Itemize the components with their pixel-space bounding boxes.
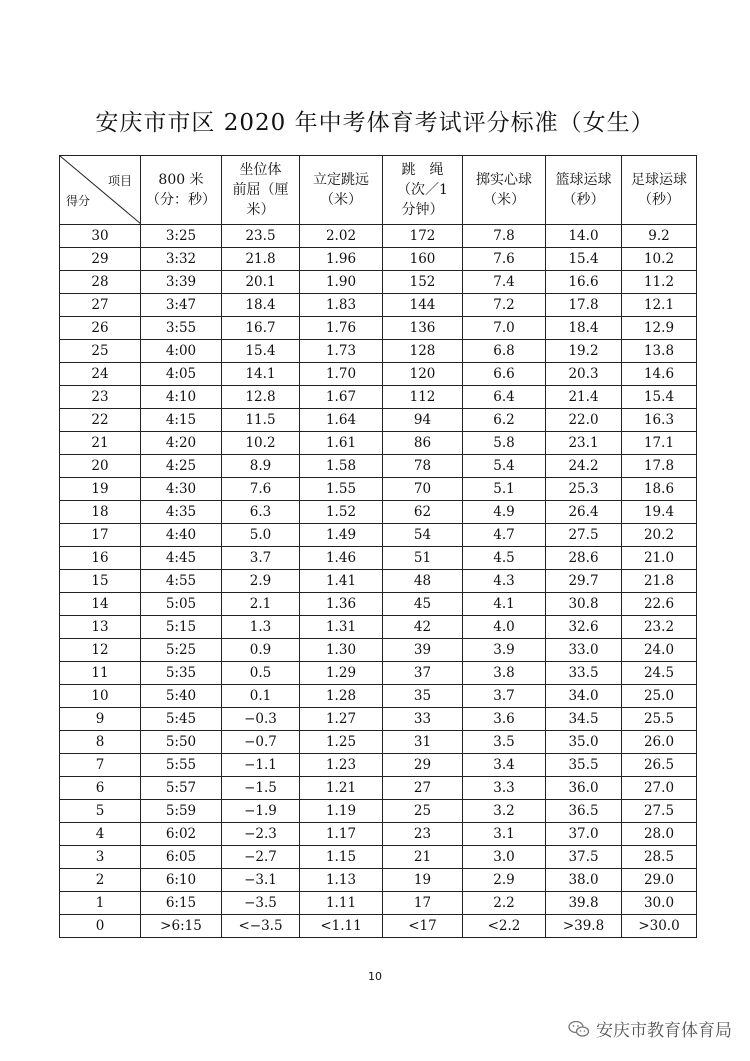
wechat-icon (568, 1020, 590, 1038)
table-header-row (60, 156, 697, 225)
cell-score: 11 (60, 662, 141, 685)
cell-score: 12 (60, 639, 141, 662)
cell-rope-skipping: 48 (383, 570, 463, 593)
cell-football-dribble: 20.2 (622, 524, 697, 547)
table-row (60, 662, 697, 685)
cell-football-dribble: 28.0 (622, 823, 697, 846)
cell-shot-put: 5.4 (463, 455, 546, 478)
cell-sit-reach: 15.4 (222, 340, 300, 363)
scoring-table (59, 155, 697, 938)
table-row (60, 869, 697, 892)
column-header-800m: 800 米 （分：秒） (141, 156, 222, 225)
cell-sit-reach: 10.2 (222, 432, 300, 455)
cell-shot-put: <2.2 (463, 915, 546, 938)
cell-run-800m: 4:45 (141, 547, 222, 570)
cell-run-800m: 5:15 (141, 616, 222, 639)
cell-standing-jump: 1.52 (300, 501, 383, 524)
cell-football-dribble: 12.1 (622, 294, 697, 317)
cell-standing-jump: 1.46 (300, 547, 383, 570)
cell-sit-reach: 8.9 (222, 455, 300, 478)
cell-shot-put: 4.3 (463, 570, 546, 593)
cell-run-800m: 5:50 (141, 731, 222, 754)
cell-standing-jump: 1.96 (300, 248, 383, 271)
cell-rope-skipping: 21 (383, 846, 463, 869)
cell-shot-put: 7.2 (463, 294, 546, 317)
cell-standing-jump: 1.61 (300, 432, 383, 455)
cell-rope-skipping: 45 (383, 593, 463, 616)
cell-score: 9 (60, 708, 141, 731)
table-row (60, 731, 697, 754)
cell-run-800m: 5:35 (141, 662, 222, 685)
cell-standing-jump: 1.83 (300, 294, 383, 317)
table-row (60, 777, 697, 800)
cell-score: 21 (60, 432, 141, 455)
table-row (60, 685, 697, 708)
cell-standing-jump: 1.90 (300, 271, 383, 294)
cell-football-dribble: 27.0 (622, 777, 697, 800)
cell-rope-skipping: 51 (383, 547, 463, 570)
cell-rope-skipping: <17 (383, 915, 463, 938)
cell-standing-jump: 1.64 (300, 409, 383, 432)
cell-run-800m: 5:40 (141, 685, 222, 708)
cell-football-dribble: 18.6 (622, 478, 697, 501)
cell-standing-jump: 1.70 (300, 363, 383, 386)
header-item-label: 项目 (107, 174, 132, 188)
cell-run-800m: 4:55 (141, 570, 222, 593)
cell-shot-put: 5.1 (463, 478, 546, 501)
cell-shot-put: 6.6 (463, 363, 546, 386)
cell-run-800m: 5:59 (141, 800, 222, 823)
cell-basketball-dribble: 35.0 (546, 731, 622, 754)
cell-shot-put: 7.6 (463, 248, 546, 271)
cell-sit-reach: 14.1 (222, 363, 300, 386)
cell-score: 5 (60, 800, 141, 823)
cell-sit-reach: 16.7 (222, 317, 300, 340)
cell-rope-skipping: 42 (383, 616, 463, 639)
cell-sit-reach: −2.3 (222, 823, 300, 846)
cell-score: 13 (60, 616, 141, 639)
cell-shot-put: 7.0 (463, 317, 546, 340)
cell-sit-reach: 18.4 (222, 294, 300, 317)
cell-score: 6 (60, 777, 141, 800)
table-row (60, 800, 697, 823)
cell-standing-jump: 1.73 (300, 340, 383, 363)
table-row (60, 340, 697, 363)
cell-shot-put: 4.7 (463, 524, 546, 547)
cell-rope-skipping: 70 (383, 478, 463, 501)
cell-score: 23 (60, 386, 141, 409)
cell-score: 8 (60, 731, 141, 754)
cell-rope-skipping: 54 (383, 524, 463, 547)
cell-basketball-dribble: 25.3 (546, 478, 622, 501)
cell-football-dribble: >30.0 (622, 915, 697, 938)
cell-standing-jump: 1.19 (300, 800, 383, 823)
cell-score: 17 (60, 524, 141, 547)
cell-score: 25 (60, 340, 141, 363)
column-header-football-dribble: 足球运球 （秒） (622, 156, 697, 225)
cell-shot-put: 7.4 (463, 271, 546, 294)
cell-shot-put: 2.9 (463, 869, 546, 892)
cell-rope-skipping: 86 (383, 432, 463, 455)
cell-rope-skipping: 35 (383, 685, 463, 708)
cell-rope-skipping: 29 (383, 754, 463, 777)
cell-standing-jump: 1.58 (300, 455, 383, 478)
cell-basketball-dribble: 33.0 (546, 639, 622, 662)
cell-sit-reach: 3.7 (222, 547, 300, 570)
cell-sit-reach: 23.5 (222, 225, 300, 248)
cell-shot-put: 3.3 (463, 777, 546, 800)
cell-standing-jump: 1.25 (300, 731, 383, 754)
cell-football-dribble: 26.0 (622, 731, 697, 754)
cell-football-dribble: 12.9 (622, 317, 697, 340)
cell-run-800m: 5:57 (141, 777, 222, 800)
cell-score: 19 (60, 478, 141, 501)
table-row (60, 616, 697, 639)
cell-football-dribble: 27.5 (622, 800, 697, 823)
table-row (60, 570, 697, 593)
cell-football-dribble: 10.2 (622, 248, 697, 271)
cell-basketball-dribble: 29.7 (546, 570, 622, 593)
cell-run-800m: 4:25 (141, 455, 222, 478)
cell-standing-jump: <1.11 (300, 915, 383, 938)
cell-rope-skipping: 136 (383, 317, 463, 340)
cell-sit-reach: −3.1 (222, 869, 300, 892)
cell-football-dribble: 9.2 (622, 225, 697, 248)
cell-sit-reach: 2.1 (222, 593, 300, 616)
table-row (60, 593, 697, 616)
cell-basketball-dribble: 37.5 (546, 846, 622, 869)
cell-basketball-dribble: 27.5 (546, 524, 622, 547)
cell-standing-jump: 1.23 (300, 754, 383, 777)
column-header-sit-reach: 坐位体 前屈（厘 米） (222, 156, 300, 225)
cell-basketball-dribble: 36.0 (546, 777, 622, 800)
cell-run-800m: 3:32 (141, 248, 222, 271)
cell-shot-put: 6.8 (463, 340, 546, 363)
cell-football-dribble: 11.2 (622, 271, 697, 294)
cell-basketball-dribble: 32.6 (546, 616, 622, 639)
cell-basketball-dribble: 15.4 (546, 248, 622, 271)
cell-football-dribble: 17.1 (622, 432, 697, 455)
cell-standing-jump: 1.55 (300, 478, 383, 501)
cell-sit-reach: −1.5 (222, 777, 300, 800)
column-header-rope-skipping: 跳 绳 （次／1 分钟） (383, 156, 463, 225)
cell-sit-reach: 7.6 (222, 478, 300, 501)
cell-shot-put: 3.4 (463, 754, 546, 777)
cell-score: 28 (60, 271, 141, 294)
table-row (60, 754, 697, 777)
cell-basketball-dribble: 33.5 (546, 662, 622, 685)
cell-score: 24 (60, 363, 141, 386)
cell-score: 18 (60, 501, 141, 524)
table-row (60, 363, 697, 386)
cell-shot-put: 4.1 (463, 593, 546, 616)
cell-score: 1 (60, 892, 141, 915)
cell-rope-skipping: 33 (383, 708, 463, 731)
cell-basketball-dribble: 39.8 (546, 892, 622, 915)
cell-basketball-dribble: 21.4 (546, 386, 622, 409)
cell-standing-jump: 1.11 (300, 892, 383, 915)
cell-shot-put: 3.9 (463, 639, 546, 662)
cell-run-800m: 4:00 (141, 340, 222, 363)
cell-run-800m: 3:25 (141, 225, 222, 248)
cell-score: 15 (60, 570, 141, 593)
cell-football-dribble: 30.0 (622, 892, 697, 915)
table-row (60, 478, 697, 501)
cell-standing-jump: 1.67 (300, 386, 383, 409)
cell-sit-reach: 21.8 (222, 248, 300, 271)
cell-standing-jump: 1.49 (300, 524, 383, 547)
cell-score: 20 (60, 455, 141, 478)
cell-football-dribble: 21.8 (622, 570, 697, 593)
cell-rope-skipping: 120 (383, 363, 463, 386)
cell-standing-jump: 1.28 (300, 685, 383, 708)
cell-football-dribble: 26.5 (622, 754, 697, 777)
cell-run-800m: 6:15 (141, 892, 222, 915)
cell-shot-put: 3.1 (463, 823, 546, 846)
cell-standing-jump: 1.76 (300, 317, 383, 340)
cell-rope-skipping: 39 (383, 639, 463, 662)
cell-football-dribble: 24.0 (622, 639, 697, 662)
cell-standing-jump: 1.17 (300, 823, 383, 846)
cell-football-dribble: 13.8 (622, 340, 697, 363)
cell-score: 29 (60, 248, 141, 271)
cell-basketball-dribble: 16.6 (546, 271, 622, 294)
table-row (60, 846, 697, 869)
cell-shot-put: 7.8 (463, 225, 546, 248)
cell-run-800m: 5:25 (141, 639, 222, 662)
cell-rope-skipping: 19 (383, 869, 463, 892)
cell-shot-put: 3.5 (463, 731, 546, 754)
cell-score: 3 (60, 846, 141, 869)
cell-sit-reach: −1.1 (222, 754, 300, 777)
cell-shot-put: 3.7 (463, 685, 546, 708)
cell-run-800m: >6:15 (141, 915, 222, 938)
cell-run-800m: 5:45 (141, 708, 222, 731)
cell-basketball-dribble: 20.3 (546, 363, 622, 386)
column-header-basketball-dribble: 篮球运球 （秒） (546, 156, 622, 225)
cell-run-800m: 5:55 (141, 754, 222, 777)
cell-standing-jump: 1.15 (300, 846, 383, 869)
cell-standing-jump: 1.21 (300, 777, 383, 800)
cell-sit-reach: 6.3 (222, 501, 300, 524)
cell-rope-skipping: 62 (383, 501, 463, 524)
watermark-text: 安庆市教育体育局 (596, 1021, 732, 1041)
cell-sit-reach: −3.5 (222, 892, 300, 915)
cell-rope-skipping: 128 (383, 340, 463, 363)
cell-rope-skipping: 25 (383, 800, 463, 823)
cell-football-dribble: 23.2 (622, 616, 697, 639)
table-row (60, 915, 697, 938)
cell-basketball-dribble: 17.8 (546, 294, 622, 317)
cell-rope-skipping: 37 (383, 662, 463, 685)
table-row (60, 409, 697, 432)
diagonal-header-cell (60, 156, 141, 225)
table-body (60, 225, 697, 938)
cell-sit-reach: 20.1 (222, 271, 300, 294)
header-score-label: 得分 (66, 194, 91, 208)
cell-run-800m: 6:10 (141, 869, 222, 892)
cell-standing-jump: 1.30 (300, 639, 383, 662)
cell-score: 14 (60, 593, 141, 616)
cell-score: 4 (60, 823, 141, 846)
cell-standing-jump: 2.02 (300, 225, 383, 248)
cell-score: 26 (60, 317, 141, 340)
cell-run-800m: 3:39 (141, 271, 222, 294)
cell-shot-put: 2.2 (463, 892, 546, 915)
cell-basketball-dribble: 22.0 (546, 409, 622, 432)
cell-sit-reach: 0.5 (222, 662, 300, 685)
cell-rope-skipping: 23 (383, 823, 463, 846)
cell-sit-reach: 0.1 (222, 685, 300, 708)
cell-basketball-dribble: 14.0 (546, 225, 622, 248)
cell-basketball-dribble: 19.2 (546, 340, 622, 363)
cell-basketball-dribble: 24.2 (546, 455, 622, 478)
cell-shot-put: 4.0 (463, 616, 546, 639)
table-row (60, 248, 697, 271)
cell-score: 10 (60, 685, 141, 708)
table-row (60, 455, 697, 478)
table-row (60, 639, 697, 662)
cell-sit-reach: −0.7 (222, 731, 300, 754)
page-title: 安庆市市区 2020 年中考体育考试评分标准（女生） (95, 110, 655, 136)
diagonal-line (60, 156, 141, 224)
cell-basketball-dribble: 26.4 (546, 501, 622, 524)
cell-run-800m: 4:10 (141, 386, 222, 409)
table-row (60, 294, 697, 317)
cell-football-dribble: 24.5 (622, 662, 697, 685)
cell-run-800m: 4:05 (141, 363, 222, 386)
cell-rope-skipping: 144 (383, 294, 463, 317)
cell-run-800m: 4:15 (141, 409, 222, 432)
cell-basketball-dribble: 36.5 (546, 800, 622, 823)
cell-basketball-dribble: 34.0 (546, 685, 622, 708)
cell-run-800m: 6:05 (141, 846, 222, 869)
cell-standing-jump: 1.41 (300, 570, 383, 593)
cell-basketball-dribble: >39.8 (546, 915, 622, 938)
cell-football-dribble: 16.3 (622, 409, 697, 432)
cell-run-800m: 5:05 (141, 593, 222, 616)
table-row (60, 225, 697, 248)
table-row (60, 501, 697, 524)
cell-shot-put: 4.5 (463, 547, 546, 570)
cell-basketball-dribble: 35.5 (546, 754, 622, 777)
cell-sit-reach: <−3.5 (222, 915, 300, 938)
cell-run-800m: 3:47 (141, 294, 222, 317)
cell-basketball-dribble: 30.8 (546, 593, 622, 616)
page-number: 10 (368, 970, 382, 983)
cell-run-800m: 6:02 (141, 823, 222, 846)
table-row (60, 524, 697, 547)
cell-score: 22 (60, 409, 141, 432)
table-row (60, 271, 697, 294)
cell-shot-put: 4.9 (463, 501, 546, 524)
cell-basketball-dribble: 18.4 (546, 317, 622, 340)
cell-sit-reach: −2.7 (222, 846, 300, 869)
cell-rope-skipping: 112 (383, 386, 463, 409)
cell-standing-jump: 1.29 (300, 662, 383, 685)
cell-football-dribble: 22.6 (622, 593, 697, 616)
cell-football-dribble: 17.8 (622, 455, 697, 478)
cell-run-800m: 4:20 (141, 432, 222, 455)
cell-score: 2 (60, 869, 141, 892)
cell-sit-reach: −1.9 (222, 800, 300, 823)
cell-shot-put: 5.8 (463, 432, 546, 455)
table-row (60, 892, 697, 915)
cell-rope-skipping: 160 (383, 248, 463, 271)
table-row (60, 317, 697, 340)
cell-rope-skipping: 31 (383, 731, 463, 754)
cell-football-dribble: 15.4 (622, 386, 697, 409)
cell-rope-skipping: 94 (383, 409, 463, 432)
cell-football-dribble: 21.0 (622, 547, 697, 570)
cell-rope-skipping: 27 (383, 777, 463, 800)
cell-rope-skipping: 172 (383, 225, 463, 248)
column-header-shot-put: 掷实心球 （米） (463, 156, 546, 225)
cell-basketball-dribble: 28.6 (546, 547, 622, 570)
cell-sit-reach: 11.5 (222, 409, 300, 432)
cell-basketball-dribble: 34.5 (546, 708, 622, 731)
cell-standing-jump: 1.36 (300, 593, 383, 616)
cell-standing-jump: 1.31 (300, 616, 383, 639)
cell-football-dribble: 25.0 (622, 685, 697, 708)
cell-shot-put: 3.0 (463, 846, 546, 869)
cell-basketball-dribble: 23.1 (546, 432, 622, 455)
cell-score: 0 (60, 915, 141, 938)
cell-rope-skipping: 78 (383, 455, 463, 478)
table-row (60, 547, 697, 570)
cell-sit-reach: 5.0 (222, 524, 300, 547)
column-header-standing-jump: 立定跳远 （米） (300, 156, 383, 225)
source-watermark (568, 1016, 732, 1041)
cell-run-800m: 4:30 (141, 478, 222, 501)
cell-shot-put: 3.6 (463, 708, 546, 731)
cell-football-dribble: 28.5 (622, 846, 697, 869)
cell-standing-jump: 1.27 (300, 708, 383, 731)
table-row (60, 823, 697, 846)
cell-shot-put: 6.4 (463, 386, 546, 409)
cell-shot-put: 6.2 (463, 409, 546, 432)
cell-run-800m: 4:40 (141, 524, 222, 547)
cell-rope-skipping: 152 (383, 271, 463, 294)
table-row (60, 432, 697, 455)
cell-score: 30 (60, 225, 141, 248)
cell-basketball-dribble: 38.0 (546, 869, 622, 892)
cell-score: 7 (60, 754, 141, 777)
cell-score: 16 (60, 547, 141, 570)
cell-football-dribble: 14.6 (622, 363, 697, 386)
table-row (60, 708, 697, 731)
cell-rope-skipping: 17 (383, 892, 463, 915)
cell-score: 27 (60, 294, 141, 317)
cell-run-800m: 4:35 (141, 501, 222, 524)
cell-shot-put: 3.8 (463, 662, 546, 685)
cell-sit-reach: 0.9 (222, 639, 300, 662)
cell-sit-reach: −0.3 (222, 708, 300, 731)
cell-sit-reach: 2.9 (222, 570, 300, 593)
table-row (60, 386, 697, 409)
cell-football-dribble: 29.0 (622, 869, 697, 892)
cell-standing-jump: 1.13 (300, 869, 383, 892)
cell-shot-put: 3.2 (463, 800, 546, 823)
cell-sit-reach: 1.3 (222, 616, 300, 639)
cell-basketball-dribble: 37.0 (546, 823, 622, 846)
cell-football-dribble: 25.5 (622, 708, 697, 731)
cell-sit-reach: 12.8 (222, 386, 300, 409)
cell-run-800m: 3:55 (141, 317, 222, 340)
cell-football-dribble: 19.4 (622, 501, 697, 524)
